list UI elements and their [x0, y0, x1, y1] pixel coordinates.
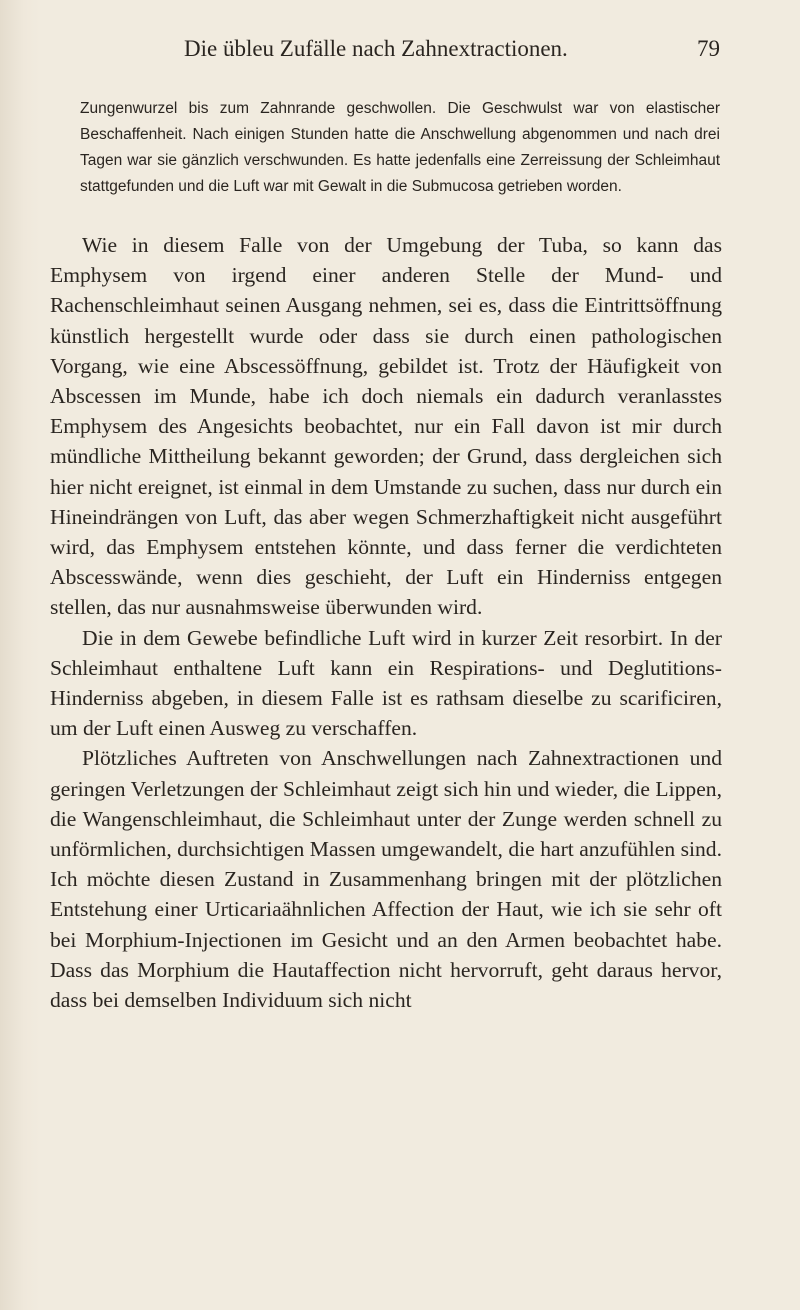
- running-title: Die übleu Zufälle nach Zahnextractionen.: [184, 36, 568, 61]
- page-edge-shadow: [0, 0, 40, 1310]
- page-header: [80, 36, 720, 70]
- case-report-paragraph: Zungenwurzel bis zum Zahnrande geschwollen. Die Geschwulst war von elastischer Beschaffenheit. Nach einigen Stunden hatte die Anschwellung abgenommen und nach drei Tagen war sie gänzlich verschwunden. Es hatte jedenfalls eine Zerreissung der Schleimhaut stattgefunden und die Luft war mit Gewalt in die Submucosa getrieben worden.: [80, 100, 720, 195]
- paragraph-resorption: Die in dem Gewebe befindliche Luft wird in kurzer Zeit resorbirt. In der Schleimhaut enthaltene Luft kann ein Respirations- und Deglutitions-Hinderniss abgeben, in diesem Falle ist es rathsam dieselbe zu scarificiren, um der Luft einen Ausweg zu verschaffen.: [50, 625, 722, 741]
- page-number: 79: [697, 36, 720, 61]
- paragraph-anschwellungen: Plötzliches Auftreten von Anschwellungen nach Zahnextractionen und geringen Verletzungen der Schleimhaut zeigt sich hin und wieder, die Lippen, die Wangenschleimhaut, die Schleimhaut unter der Zunge werden schnell zu unförmlichen, durchsichtigen Massen umgewandelt, die hart anzufühlen sind. Ich möchte diesen Zustand in Zusammenhang bringen mit der plötzlichen Entstehung einer Urticariaähnlichen Affection der Haut, wie ich sie sehr oft bei Morphium-Injectionen im Gesicht und an den Armen beobachtet habe. Dass das Morphium die Hautaffection nicht hervorruft, geht daraus hervor, dass bei demselben Individuum sich nicht: [50, 746, 722, 1013]
- paragraph-emphysem: Wie in diesem Falle von der Umgebung der Tuba, so kann das Emphysem von irgend einer anderen Stelle der Mund- und Rachenschleimhaut seinen Ausgang nehmen, sei es, dass die Eintrittsöffnung künstlich hergestellt wurde oder dass sie durch einen pathologischen Vorgang, wie eine Abscessöffnung, gebildet ist. Trotz der Häufigkeit von Abscessen im Munde, habe ich doch niemals ein dadurch veranlasstes Emphysem des Angesichts beobachtet, nur ein Fall davon ist mir durch mündliche Mittheilung bekannt geworden; der Grund, dass dergleichen sich hier nicht ereignet, ist einmal in dem Umstande zu suchen, dass nur durch ein Hineindrängen von Luft, das aber wegen Schmerzhaftigkeit nicht ausgeführt wird, das Emphysem entstehen könnte, und dass ferner die verdichteten Abscesswände, wenn dies geschieht, der Luft ein Hinderniss entgegen stellen, das nur ausnahmsweise überwunden wird.: [50, 233, 722, 620]
- body-text: [50, 230, 722, 1015]
